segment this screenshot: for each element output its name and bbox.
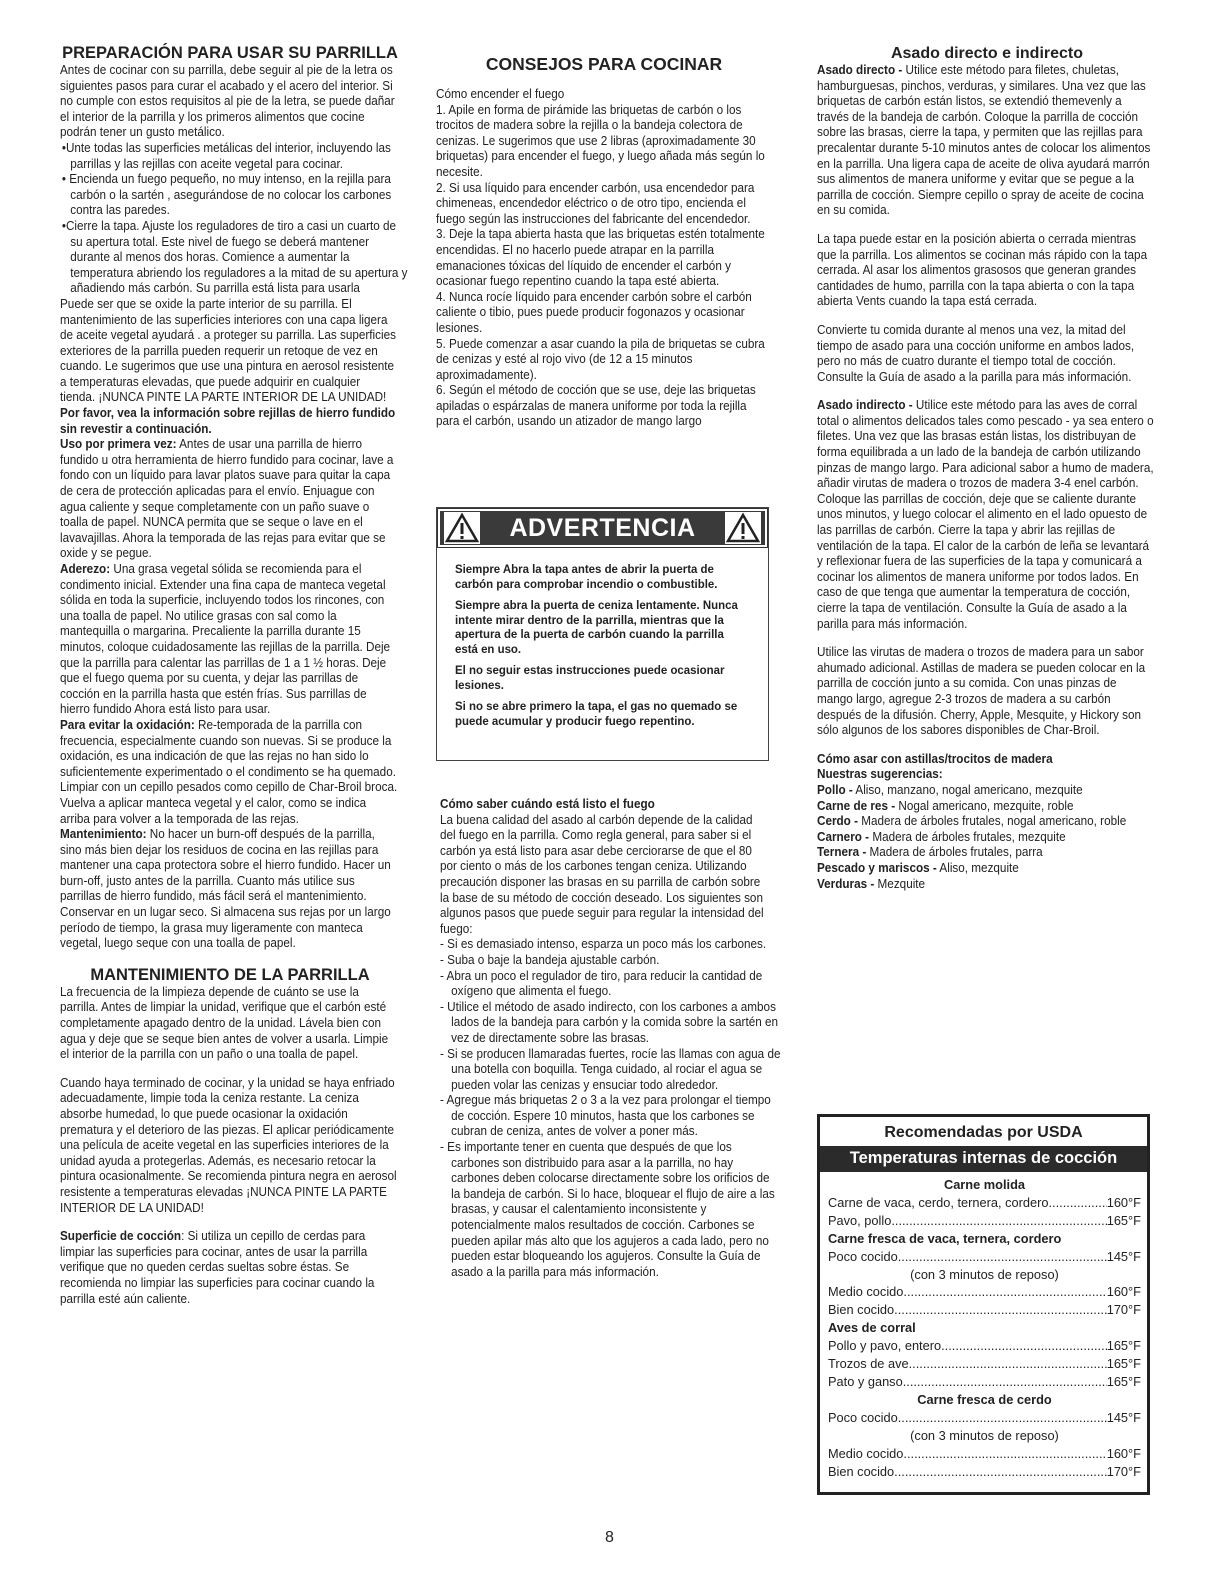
warning-line-2: Siempre abra la puerta de ceniza lentamente. Nunca intente mirar dentro de la parrilla, mientras que la apertura de la puerta de carbón cuando la parrilla está en uso. [455, 598, 738, 656]
indirect-paragraph [817, 398, 1155, 632]
tip-5: - Si se producen llamaradas fuertes, rocíe las llamas con agua de una botella con boquilla. Tenga cuidado, al rociar el agua se pueden volar las cenizas y ensuciar todo alrededor. [440, 1046, 781, 1092]
indirect-label: Asado indirecto - [817, 398, 913, 413]
column-direct-indirect [817, 45, 1157, 892]
surface-paragraph [60, 1229, 398, 1307]
column-tips [436, 54, 772, 430]
group-ground-meat: Carne molida [943, 1177, 1026, 1192]
season-label: Aderezo: [60, 562, 111, 576]
chips-paragraph: Utilice las virutas de madera o trozos de madera para un sabor ahumado adicional. Astillas de madera se pueden colocar en la parrilla de cocción junto a su comida. Con unas pinzas de mango largo, agregue 2-3 trozos de madera a su carbón después de la difusión. Cherry, Apple, Mesquite, y Hickory son sólo algunos de los sabores disponibles de Char-Broil. [817, 645, 1146, 738]
rust-label: Para evitar la oxidación: [60, 717, 195, 732]
tip-7: - Es importante tener en cuenta que después de que los carbones son distribuido para asar a la parrilla, no hay carbones deben colocarse directamente sobre los orificios de la bandeja de carbón. Si lo hace, bloquear el flujo de aire a las brasas, y causar el calentamiento inconsistente y potencialmente malos resultados de cocción. Carbones se pueden apilar más alto que los agujeros a cada lado, pero no pueden estar bloqueando los agujeros. Consulte la Guía de asado a la parilla para más información. [440, 1140, 775, 1279]
castiron-note: Por favor, vea la información sobre rejillas de hierro fundido sin revestir a continuación. [60, 406, 396, 436]
wood-item: Pescado y mariscos - Aliso, mezquite [817, 860, 1019, 875]
turn-paragraph: Convierte tu comida durante al menos una vez, la mitad del tiempo de asado para una cocción uniforme en ambos lados, pero no más de cuatro durante el tiempo total de cocción. Consulte la Guía de asado a la parilla para más información. [817, 322, 1135, 384]
heading-mantenimiento: MANTENIMIENTO DE LA PARRILLA [90, 965, 370, 984]
lid-paragraph: La tapa puede estar en la posición abierta o cerrada mientras que la parrilla. Los alimentos se cocinan más rápido con la tapa cerrada. Al asar los alimentos grasosos que generan grandes cantidades de humo, parrilla con la tapa abierta o con la tapa abierta Vents cuando la tapa está cerrada. [817, 231, 1148, 309]
heading-preparacion: PREPARACIÓN PARA USAR SU PARRILLA [62, 44, 398, 62]
direct-paragraph [817, 63, 1155, 219]
clean-paragraph-2: Cuando haya terminado de cocinar, y la unidad se haya enfriado adecuadamente, limpie toda la ceniza restante. La ceniza absorbe humedad, lo que puede ocasionar la oxidación prematura y el deterioro de las piezas. El aplicar periódicamente una película de aceite vegetal en las superficies interiores de la unidad ayuda a protegerlas. Además, es necesario retocar la pintura ocasionalmente. Se recomienda pintura negra en aerosol resistente a temperaturas elevadas ¡NUNCA PINTE LA PARTE INTERIOR DE LA UNIDAD! [60, 1075, 397, 1215]
usda-title: Recomendadas por USDA [884, 1124, 1083, 1141]
usda-subtitle: Temperaturas internas de cocción [820, 1146, 1147, 1172]
rust-paragraph [60, 718, 398, 827]
first-use-label: Uso por primera vez: [60, 437, 177, 452]
season-text: Una grasa vegetal sólida se recomienda para el condimento inicial. Extender una fina capa de manteca vegetal sólida en toda la superficie, incluyendo todos los rincones, con una toalla de papel. No utilice grasas con sal como la mantequilla o margarina. Precaliente la parrilla durante 15 minutos, coloque cuidadosamente las rejillas de la parrilla. Deje que la parrilla para calentar las parrillas de 1 a 1 ½ horas. Deje que el fuego quema por su cuenta, y dejar las parrillas de cocción en la parrilla hasta que estén frías. Sus parrillas de hierro fundido Ahora está listo para usar. [60, 562, 391, 717]
column-preparation [60, 44, 408, 1307]
first-use-paragraph [60, 437, 398, 562]
temp-row: Poco cocido ..... 145°F [828, 1409, 1141, 1427]
tip-6: - Agregue más briquetas 2 o 3 a la vez para prolongar el tiempo de cocción. Espere 10 minutos, hasta que los carbones se cubran de ceniza, antes de volver a poner más. [440, 1093, 771, 1139]
tip-2: - Suba o baje la bandeja ajustable carbón. [440, 952, 660, 967]
wood-item: Cerdo - Madera de árboles frutales, nogal americano, roble [817, 814, 1127, 829]
warning-line-4: Si no se abre primero la tapa, el gas no quemado se puede acumular y producir fuego repentino. [455, 699, 738, 728]
warning-box [436, 507, 769, 761]
wood-item: Carne de res - Nogal americano, mezquite, roble [817, 798, 1074, 813]
surface-label: Superficie de cocción [60, 1229, 182, 1244]
temp-row: Bien cocido ..... 170°F [828, 1463, 1141, 1481]
surface-text: : Si utiliza un cepillo de cerdas para limpiar las superficies para cocinar, antes de usar la parrilla verifique que no queden cerdas sueltas sobre éstas. Se recomienda no limpiar las superficies para cocinar cuando la parrilla esté aún caliente. [60, 1229, 375, 1306]
group-poultry: Aves de corral [828, 1320, 916, 1336]
season-paragraph [60, 562, 398, 718]
column-tips-ready [440, 797, 781, 1280]
wood-title: Cómo asar con astillas/trocitos de madera [817, 751, 1053, 766]
temp-row: Pato y ganso ..... 165°F [828, 1373, 1141, 1391]
usda-temperature-table [817, 1114, 1150, 1495]
tip-1: - Si es demasiado intenso, esparza un poco más los carbones. [440, 937, 767, 952]
tip-4: - Utilice el método de asado indirecto, con los carbones a ambos lados de la bandeja para carbón y la comida sobre la sartén en vez de directamente sobre las brasas. [440, 999, 779, 1045]
direct-label: Asado directo - [817, 63, 903, 77]
page-number: 8 [605, 1529, 614, 1546]
step-6: 6. Según el método de cocción que se use, deje las briquetas apiladas o espárzalas de manera uniforme por toda la rejilla para el carbón, usando un atizador de mango largo [436, 383, 756, 429]
direct-text: Utilice este método para filetes, chuletas, hamburguesas, pinchos, verduras, y similares. Una vez que las briquetas de carbón están listos, se extendió themevenly a través de la bandeja de carbón. Coloque la parrilla de cocción sobre las brasas, cierre la tapa, y permiten que las rejillas para precalentar durante 5-10 minutos antes de colocar los alimentos en la parrilla. Una ligera capa de aceite de oliva ayudará marrón sus alimentos de manera uniforme y evitar que se pegue a la parrilla de cocción. Siempre cepillo o spray de aceite de cocina en su comida. [817, 63, 1151, 218]
temp-row: Poco cocido ..... 145°F [828, 1248, 1141, 1266]
wood-item: Carnero - Madera de árboles frutales, mezquite [817, 829, 1066, 844]
wood-item: Ternera - Madera de árboles frutales, parra [817, 845, 1043, 860]
maint-text: No hacer un burn-off después de la parrilla, sino más bien dejar los residuos de cocina en las rejillas para mantener una capa protectora sobre el hierro fundido. Hacer un burn-off, justo antes de la parrilla. Cuanto más utilice sus parrillas de hierro fundido, más fácil será el mantenimiento. Conservar en un lugar seco. Si almacena sus rejas por un largo período de tiempo, la grasa muy ligeramente con manteca vegetal, luego seque con una toalla de papel. [60, 827, 391, 951]
group-fresh-pork: Carne fresca de cerdo [917, 1391, 1052, 1407]
bullet-1: •Unte todas las superficies metálicas del interior, incluyendo las parrillas y las rejillas con aceite vegetal para cocinar. [61, 140, 391, 171]
temp-row: Medio cocido ..... 160°F [828, 1283, 1141, 1301]
bullet-2: • Encienda un fuego pequeño, no muy intenso, en la rejilla para carbón o la sartén , asegurándose de no colocar los carbones contra las paredes. [61, 172, 392, 218]
warning-triangle-icon [725, 512, 761, 544]
warning-line-3: El no seguir estas instrucciones puede ocasionar lesiones. [455, 663, 725, 692]
temp-row: Medio cocido ..... 160°F [828, 1445, 1141, 1463]
wood-item: Pollo - Aliso, manzano, nogal americano, mezquite [817, 782, 1083, 797]
rest-note: (con 3 minutos de reposo) [910, 1266, 1059, 1282]
heading-consejos: CONSEJOS PARA COCINAR [485, 54, 723, 74]
step-3: 3. Deje la tapa abierta hasta que las briquetas estén totalmente encendidas. El no hacerlo puede atrapar en la parrilla emanaciones tóxicas del líquido de encender el carbón y ocasionar fuego repentino cuando la tapa esté abierta. [436, 227, 765, 289]
clean-paragraph-1: La frecuencia de la limpieza depende de cuánto se use la parrilla. Antes de limpiar la unidad, verifique que el carbón esté completamente apagado dentro de la unidad. Lávela bien con agua y deje que se seque bien antes de volver a usarla. Limpie el interior de la parrilla con un paño o una toalla de papel. [60, 984, 389, 1062]
warning-title: ADVERTENCIA [509, 513, 696, 542]
first-use-text: Antes de usar una parrilla de hierro fundido u otra herramienta de hierro fundido para cocinar, lave a fondo con un líquido para lavar platos suave para quitar la capa de cera de protección aplicadas para el envío. Enjuague con agua caliente y seque completamente con un paño suave o toalla de papel. NUNCA permita que se seque o lave en el lavavajillas. Ahora la temporada de las rejas para evitar que se oxide y se pegue. [60, 437, 394, 561]
oxide-paragraph: Puede ser que se oxide la parte interior de su parrilla. El mantenimiento de las superficies interiores con una capa ligera de aceite vegetal ayudará . a proteger su parrilla. Las superficies exteriores de la parrilla pueden requerir un retoque de vez en cuando. Le sugerimos que use una pintura en aerosol resistente a temperaturas elevadas, que puede adquirir en cualquier tienda. ¡NUNCA PINTE LA PARTE INTERIOR DE LA UNIDAD! [60, 296, 396, 405]
light-title: Cómo encender el fuego [436, 87, 565, 101]
intro-paragraph: Antes de cocinar con su parrilla, debe seguir al pie de la letra os siguientes pasos para curar el acabado y el acero del interior. Si no cumple con estos requisitos al pie de la letra, se puede dañar el interior de la parrilla y los primeros alimentos que cocine podrán tener un gusto metálico. [60, 63, 395, 140]
step-1: 1. Apile en forma de pirámide las briquetas de carbón o los trocitos de madera sobre la rejilla o la bandeja colectora de cenizas. Le sugerimos que use 2 libras (aproximadamente 30 briquetas) para encender el fuego, y luego añada más según lo necesite. [436, 102, 765, 179]
group-fresh-beef: Carne fresca de vaca, ternera, cordero [828, 1230, 1062, 1246]
heading-asado: Asado directo e indirecto [890, 45, 1084, 62]
tip-3: - Abra un poco el regulador de tiro, para reducir la cantidad de oxígeno que alimenta el fuego. [440, 968, 763, 999]
wood-subtitle: Nuestras sugerencias: [817, 767, 943, 782]
indirect-text: Utilice este método para las aves de corral total o alimentos delicados tales como pescado - ya sea entero o filetes. Una vez que las brasas están listas, los distribuyan de forma equilibrada a un lado de la bandeja de carbón utilizando pinzas de mango largo. Para adicional sabor a humo de madera, añadir virutas de madera o trozos de madera 3-4 enel carbón. Coloque las parrillas de cocción, deje que se caliente durante unos minutos, y luego colocar el alimento en el lado opuesto de las parrillas de carbón. Cierre la tapa y abrir las rejillas de ventilación de la tapa. El calor de la carbón de leña se levantará y reflexionar fuera de las superficies de la tapa y comunicará a cocinar los alimentos de manera uniforme por todos lados. En caso de que tenga que aumentar la temperatura de cocción, cierre la tapa de ventilación. Consulte la Guía de asado a la parilla para más información. [817, 398, 1154, 631]
temp-row: Trozos de ave ..... 165°F [828, 1355, 1141, 1373]
step-4: 4. Nunca rocíe líquido para encender carbón sobre el carbón caliente o tibio, pues puede producir fogonazos y ocasionar lesiones. [436, 289, 752, 335]
rest-note: (con 3 minutos de reposo) [910, 1427, 1059, 1443]
temp-row: Pollo y pavo, entero ..... 165°F [828, 1337, 1141, 1355]
bullet-3: •Cierre la tapa. Ajuste los reguladores de tiro a casi un cuarto de su apertura total. Este nivel de fuego se deberá mantener durante al menos dos horas. Comience a aumentar la temperatura abriendo los reguladores a la mitad de su apertura y añadiendo más carbón. Su parrilla está lista para usarla [61, 218, 408, 296]
temp-row: Bien cocido ..... 170°F [828, 1301, 1141, 1319]
warning-triangle-icon [444, 512, 480, 544]
wood-item: Verduras - Mezquite [817, 876, 926, 891]
rust-text: Re-temporada de la parrilla con frecuencia, especialmente cuando son nuevas. Si se produce la oxidación, es una indicación de que las rejas no han sido lo suficientemente experimentado o el condimento se ha quemado. Limpiar con un cepillo pesados como cepillo de Char-Broil broca. Vuelva a aplicar manteca vegetal y el calor, como se indica arriba para volver a la temporada de las rejas. [60, 717, 398, 826]
maint-paragraph [60, 827, 398, 952]
temp-row: Carne de vaca, cerdo, ternera, cordero ..... 160°F [828, 1194, 1141, 1212]
maint-label: Mantenimiento: [60, 827, 147, 842]
warning-line-1: Siempre Abra la tapa antes de abrir la puerta de carbón para comprobar incendio o combustible. [455, 562, 718, 591]
ready-paragraph: La buena calidad del asado al carbón depende de la calidad del fuego en la parrilla. Como regla general, para saber si el carbón ya está listo para asar debe cerciorarse de que el 80 por ciento o más de los carbones tengan ceniza. Utilizando precaución disponer las brasas en su parrilla de carbón sobre la base de su método de cocción deseado. Los siguientes son algunos pasos que puede seguir para regular la intensidad del fuego: [440, 812, 764, 936]
step-5: 5. Puede comenzar a asar cuando la pila de briquetas se cubra de cenizas y esté al rojo vivo (de 12 a 15 minutos aproximadamente). [436, 336, 765, 382]
ready-title: Cómo saber cuándo está listo el fuego [440, 797, 655, 811]
warning-header [437, 508, 768, 548]
step-2: 2. Si usa líquido para encender carbón, usa encendedor para chimeneas, encendedor eléctrico o de otro tipo, encienda el fuego según las instrucciones del fabricante del encendedor. [436, 180, 755, 226]
temp-row: Pavo, pollo ..... 165°F [828, 1212, 1141, 1230]
